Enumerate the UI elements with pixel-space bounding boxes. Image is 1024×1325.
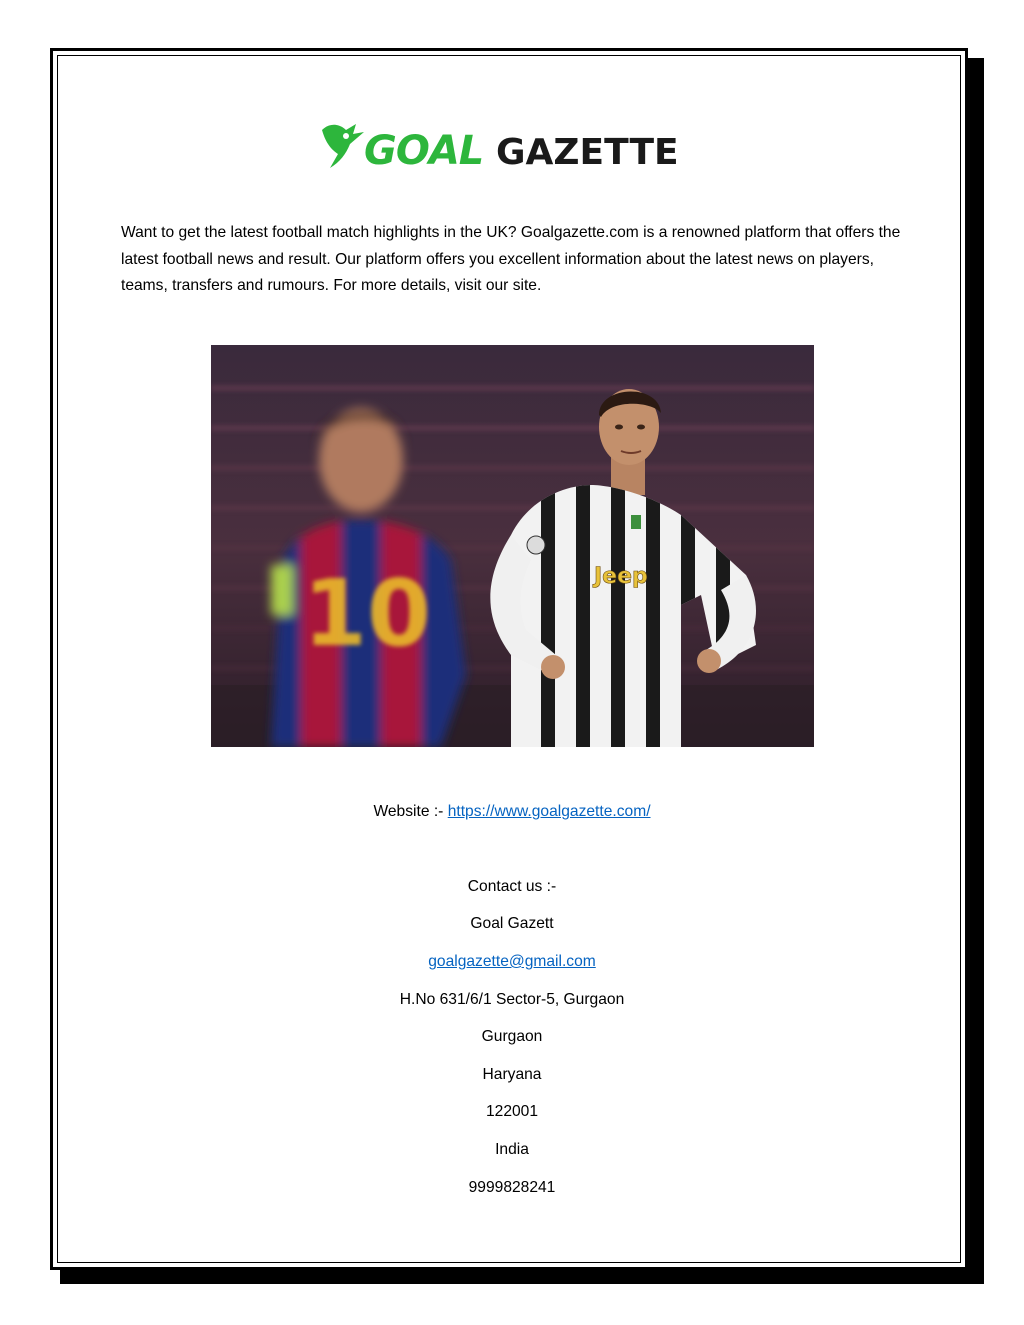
- contact-email-link[interactable]: goalgazette@gmail.com: [428, 953, 596, 970]
- contact-heading: Contact us :-: [467, 878, 557, 895]
- contact-address: H.No 631/6/1 Sector-5, Gurgaon: [399, 991, 625, 1008]
- contact-phone: 9999828241: [468, 1179, 556, 1196]
- website-label: Website :-: [373, 803, 448, 820]
- goalgazette-logo-graphic: [320, 120, 706, 172]
- website-line: [0, 802, 1024, 822]
- contact-email-line: [0, 952, 1024, 972]
- footballers-photo-graphic: [211, 345, 814, 747]
- logo-text-goal: GOAL: [364, 128, 484, 172]
- ucl-badge-icon: [527, 536, 545, 554]
- footballers-photo: [211, 345, 814, 747]
- contact-country: India: [495, 1141, 529, 1158]
- contact-state: Haryana: [482, 1066, 542, 1083]
- intro-paragraph: Want to get the latest football match highlights in the UK? Goalgazette.com is a renowned platform that offers the latest football news and result. Our platform offers you excellent information about the latest news on players, teams, transfers and rumours. For more details, visit our site.: [121, 224, 901, 294]
- italy-shield-icon: [631, 515, 641, 529]
- logo-text-gazette: GAZETTE: [496, 132, 679, 172]
- left-jersey-number: 10: [303, 560, 432, 667]
- contact-postcode: 122001: [485, 1103, 539, 1120]
- website-link[interactable]: https://www.goalgazette.com/: [447, 803, 651, 820]
- contact-name: Goal Gazett: [470, 915, 554, 932]
- contact-city: Gurgaon: [481, 1028, 543, 1045]
- right-jersey-sponsor: Jeep: [594, 564, 648, 589]
- logo-swoosh-icon: [322, 124, 364, 168]
- goalgazette-logo: [320, 120, 706, 172]
